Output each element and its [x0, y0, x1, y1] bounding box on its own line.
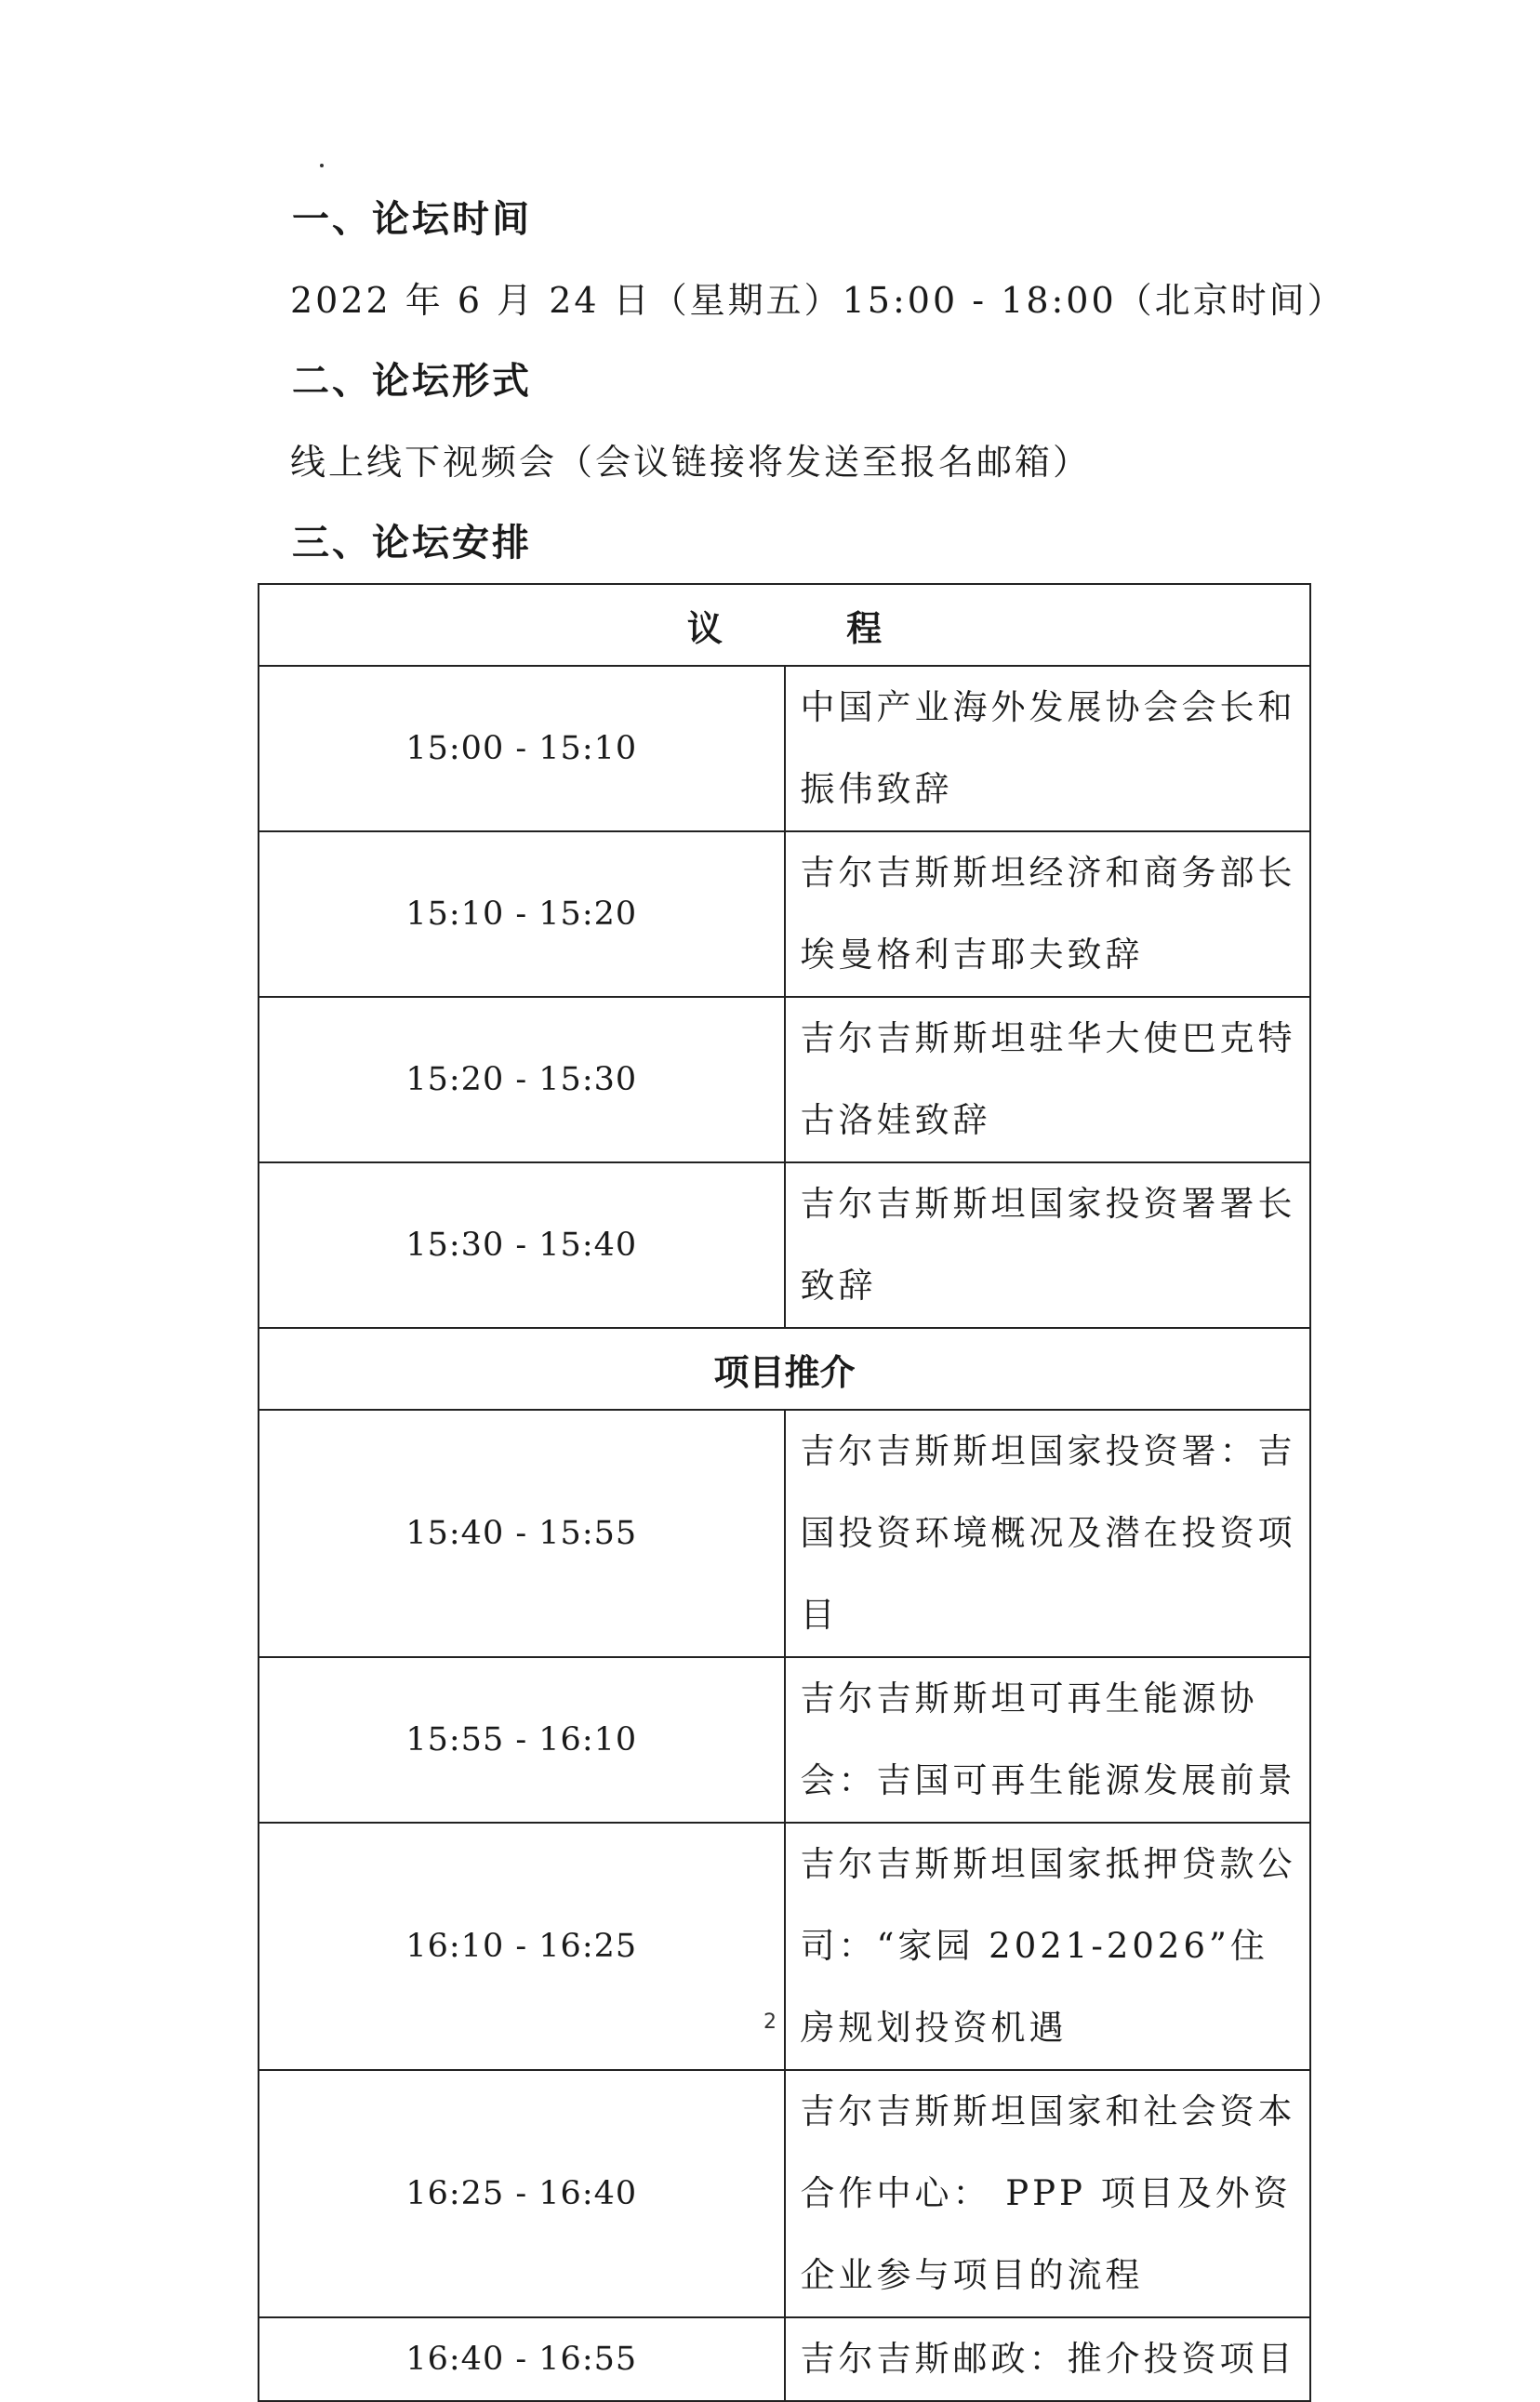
time-cell: 15:40 - 15:55: [259, 1410, 785, 1657]
item-cell: 吉尔吉斯斯坦驻华大使巴克特古洛娃致辞: [785, 997, 1311, 1162]
forum-time-text: 2022 年 6 月 24 日（星期五）15:00 - 18:00（北京时间）: [290, 280, 1346, 321]
page-number: 2: [763, 2011, 777, 2034]
table-row: [259, 997, 1310, 1162]
table-row: [259, 2070, 1310, 2317]
scan-dot: [320, 164, 324, 167]
table-row: [259, 831, 1310, 997]
agenda-title-cell: [259, 584, 1310, 666]
time-cell: 16:25 - 16:40: [259, 2070, 785, 2317]
item-cell: 吉尔吉斯斯坦国家投资署：吉国投资环境概况及潜在投资项目: [785, 1410, 1311, 1657]
table-row: [259, 1162, 1310, 1328]
forum-format-text: 线上线下视频会（会议链接将发送至报名邮箱）: [290, 442, 1092, 483]
time-cell: 15:10 - 15:20: [259, 831, 785, 997]
item-cell: 吉尔吉斯斯坦国家抵押贷款公司：“家园 2021-2026”住房规划投资机遇: [785, 1823, 1311, 2070]
time-cell: 15:00 - 15:10: [259, 666, 785, 831]
agenda-title: 议 程: [686, 607, 938, 649]
time-cell: 15:30 - 15:40: [259, 1162, 785, 1328]
time-cell: 15:20 - 15:30: [259, 997, 785, 1162]
table-row: [259, 2317, 1310, 2401]
promotion-title-cell: [259, 1328, 1310, 1410]
item-cell: 吉尔吉斯斯坦可再生能源协会：吉国可再生能源发展前景: [785, 1657, 1311, 1823]
time-cell: 16:40 - 16:55: [259, 2317, 785, 2401]
table-row: [259, 1657, 1310, 1823]
heading-forum-time: 一、论坛时间: [292, 198, 532, 241]
promotion-title: 项目推介: [713, 1351, 856, 1393]
table-row: [259, 666, 1310, 831]
table-row: [259, 1410, 1310, 1657]
heading-forum-format: 二、论坛形式: [292, 360, 532, 403]
item-cell: 中国产业海外发展协会会长和振伟致辞: [785, 666, 1311, 831]
item-cell: 吉尔吉斯斯坦经济和商务部长埃曼格利吉耶夫致辞: [785, 831, 1311, 997]
heading-forum-schedule: 三、论坛安排: [292, 522, 532, 564]
promotion-title-row: [259, 1328, 1310, 1410]
item-cell: 吉尔吉斯斯坦国家投资署署长致辞: [785, 1162, 1311, 1328]
time-cell: 15:55 - 16:10: [259, 1657, 785, 1823]
item-cell: 吉尔吉斯斯坦国家和社会资本合作中心： PPP 项目及外资企业参与项目的流程: [785, 2070, 1311, 2317]
time-cell: 16:10 - 16:25: [259, 1823, 785, 2070]
item-cell: 吉尔吉斯邮政：推介投资项目: [785, 2317, 1311, 2401]
agenda-title-row: [259, 584, 1310, 666]
agenda-table: [258, 583, 1311, 2402]
